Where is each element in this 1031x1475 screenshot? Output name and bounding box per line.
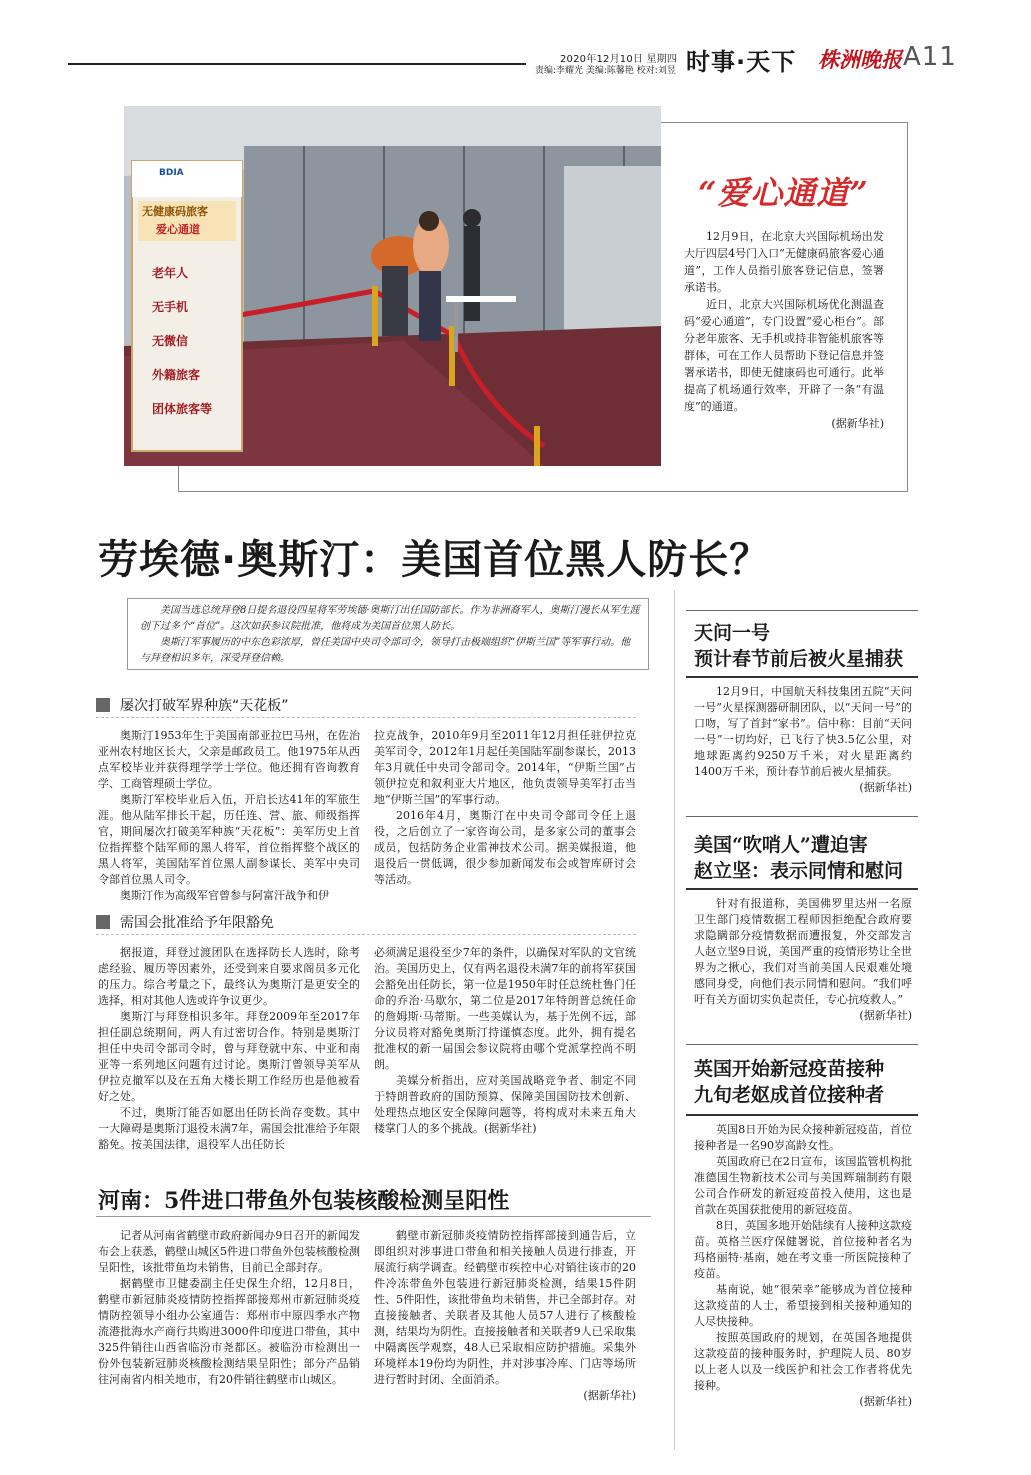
caption-paragraph: 12月9日，在北京大兴国际机场出发大厅四层4号门入口“无健康码旅客爱心通道”，工作人员指引旅客登记信息，签署承诺书。 [684,230,884,294]
issue-date: 2020年12月10日 星期四 [560,54,678,65]
lead-text [140,603,640,667]
headline-line: 赵立坚：表示同情和慰问 [694,860,904,882]
paragraph: 基南说，她“很荣幸”能够成为首位接种这款疫苗的人士，希望接到相关接种通知的人尽快接种。 [694,1283,912,1328]
source: (据新华社) [859,1009,912,1022]
headline: 劳埃德·奥斯汀：美国首位黑人防长？ [98,537,771,583]
right-rule [686,1044,918,1045]
henan-rule [96,1216,651,1217]
paragraph: 美媒分析指出，应对美国战略竞争者、制定不同于特朗普政府的国防预算、保障美国国防技术创新、处理热点地区安全保障问题等，将构成对未来五角大楼掌门人的多个挑战。(据新华社) [374,1074,636,1135]
paragraph: 鹤壁市新冠肺炎疫情防控指挥部接到通告后，立即组织对涉事进口带鱼和相关接触人员进行排查，开展流行病学调查。经鹤壁市疾控中心对销往该市的20件冷冻带鱼外包装进行新冠肺炎检测，结果15件阴性、5件阳性，该批带鱼均未销售，并已全部封存。对直接接触者、关联者及其他人员57人进行了核酸检测，结果均为阴性。直接接触者和关联者9人已采取集中隔离医学观察，48人已采取相应防护措施。采集外环境样本19份均为阴性，并对涉事冷库、门店等场所进行暂时封闭、全面消杀。 [374,1229,636,1386]
vaccine-body [694,1122,912,1410]
right-rule [686,610,918,611]
source: (据新华社) [859,1395,912,1408]
right-rule [686,1114,918,1116]
henan-col-2 [374,1228,636,1404]
editor-credits: 责编:李耀光 美编:陈馨艳 校对:刘昱 [535,66,676,76]
paragraph: 英国8日开始为民众接种新冠疫苗，首位接种者是一名90岁高龄女性。 [694,1123,912,1152]
austin-col-1 [98,728,360,904]
square-bullet-icon [96,698,110,712]
paragraph: 针对有报道称，美国佛罗里达州一名原卫生部门疫情数据工程师因拒绝配合政府要求隐瞒部分疫情数据而遭报复，外交部发言人赵立坚9日说，美国严重的疫情形势让全世界为之揪心，我们对当前美国人民艰难处境感同身受，向他们表示同情和慰问。“我们呼吁有关方面切实负起责任，专心抗疫救人。” [694,897,912,1006]
sign-title: 无健康码旅客 [142,205,208,218]
headline-line: 天问一号 [694,622,771,644]
right-rule [686,676,918,678]
section-title: 时事·天下 [686,48,797,76]
sign-item: 无手机 [152,300,189,314]
square-bullet-icon [96,915,110,929]
subheading-text: 屡次打破军界种族“天花板” [120,698,289,714]
paragraph: 据报道，拜登过渡团队在选择防长人选时，除考虑经验、履历等因素外，还受到来自要求阁员多元化的压力。综合考量之下，最终认为奥斯汀是更安全的选择，相对其他人选或许争议更少。 [98,946,360,1007]
page-number: A11 [903,42,957,72]
austin-col-2 [374,728,636,888]
newspaper-logo: 株洲晚报 [818,47,902,72]
henan-col-1 [98,1228,360,1388]
airport-photo [124,106,661,466]
header-rule [68,63,526,65]
headline-line: 美国“吹哨人”遭迫害 [694,834,868,856]
right-rule [686,816,918,817]
paragraph: 必须满足退役至少7年的条件，以确保对军队的文官统治。美国历史上，仅有两名退役未满7年的前将军获国会豁免出任防长，第一位是1950年时任总统杜鲁门任命的乔治·马歇尔，第二位是2017年特朗普总统任命的詹姆斯·马蒂斯。一些美媒认为，基于先例不远，部分议员将对豁免奥斯汀持谨慎态度。此外，拥有提名批准权的新一届国会参议院将由哪个党派掌控尚不明朗。 [374,946,636,1071]
whistleblower-body [694,896,912,1024]
paragraph: 2016年4月，奥斯汀在中央司令部司令任上退役，之后创立了一家咨询公司，是多家公司的董事会成员，包括防务企业雷神技术公司。据美媒报道，他退役后一贯低调，很少参加新闻发布会或智库研讨会等活动。 [374,809,636,886]
paragraph: 奥斯汀1953年生于美国南部亚拉巴马州，在佐治亚州农村地区长大，父亲是邮政员工。他1975年从西点军校毕业并获得理学学士学位。他还拥有咨询教育学、工商管理硕士学位。 [98,729,360,790]
paragraph: 8日，英国多地开始陆续有人接种这款疫苗。英格兰医疗保健署说，首位接种者名为玛格丽特·基南，她在考文垂一所医院接种了疫苗。 [694,1219,912,1280]
sign-item: 老年人 [152,266,189,280]
austin-col-3 [98,945,360,1153]
headline-line: 预计春节前后被火星捕获 [694,648,904,670]
subheading-2 [96,912,274,932]
sign-logo: BDIA [159,168,184,178]
tianwen-headline [694,620,903,672]
source: (据新华社) [859,781,912,794]
sign-item: 团体旅客等 [152,402,213,416]
paragraph: 记者从河南省鹤壁市政府新闻办9日召开的新闻发布会上获悉，鹤壁山城区5件进口带鱼外包装核酸检测呈阳性，该批带鱼均未销售，目前已全部封存。 [98,1229,360,1274]
paragraph: 奥斯汀作为高级军官曾参与阿富汗战争和伊 [120,889,329,902]
sign-item: 外籍旅客 [152,368,201,382]
right-rule [686,888,918,890]
headline-line: 九旬老妪成首位接种者 [694,1084,885,1106]
sign-subtitle: 爱心通道 [156,223,200,236]
paragraph: 不过，奥斯汀能否如愿出任防长尚存变数。其中一大障碍是奥斯汀退役未满7年，需国会批准给予年限豁免。按美国法律，退役军人出任防长 [98,1106,360,1151]
paragraph: 据鹤壁市卫健委副主任史保生介绍，12月8日，鹤壁市新冠肺炎疫情防控指挥部接郑州市新冠肺炎疫情防控领导小组办公室通告：郑州市中原四季水产物流港批海水产商行共购进3000件印度进口带鱼，其中325件销往山西省临汾市尧都区。被临汾市检测出一份外包装新冠肺炎核酸检测结果呈阳性；部分产品销往河南省内相关地市，有20件销往鹤壁市山城区。 [98,1277,360,1386]
caption-source: (据新华社) [831,417,884,430]
subheading-text: 需国会批准给予年限豁免 [120,915,274,931]
paragraph: 奥斯汀与拜登相识多年。拜登2009年至2017年担任副总统期间，两人有过密切合作。特别是奥斯汀担任中央司令部司令时，曾与拜登就中东、中亚和南亚等一系列地区问题有过讨论。奥斯汀曾领导美军从伊拉克撤军以及在五角大楼长期工作经历也是他被看好之处。 [98,1010,360,1103]
paragraph: 英国政府已在2日宣布，该国监管机构批准德国生物新技术公司与美国辉瑞制药有限公司合作研发的新冠疫苗投入使用，这也是首款在英国获批使用的新冠疫苗。 [694,1155,912,1216]
paragraph: 12月9日，中国航天科技集团五院“天问一号”火星探测器研制团队，以“天问一号”的口吻，写了首封“家书”。信中称：目前“天问一号”一切均好，已飞行了快3.5亿公里，对地球距离约9250万千米，对火星距离约1400万千米，预计春节前后被火星捕获。 [694,685,912,778]
vaccine-headline [694,1056,884,1108]
headline-line: 英国开始新冠疫苗接种 [694,1058,885,1080]
whistleblower-headline [694,832,903,884]
subheading-1 [96,695,289,715]
henan-source: (据新华社) [583,1389,636,1402]
caption-paragraph: 近日，北京大兴国际机场优化测温查码“爱心通道”，专门设置“爱心柜台”。部分老年旅客、无手机或持非智能机旅客等群体，可在工作人员帮助下登记信息并签署承诺书，即使无健康码也可通行。此举提高了机场通行效率，开辟了一条“有温度”的通道。 [684,298,884,413]
henan-headline: 河南：5件进口带鱼外包装核酸检测呈阳性 [98,1188,510,1214]
paragraph: 奥斯汀军校毕业后入伍，开启长达41年的军旅生涯。他从陆军排长干起，历任连、营、旅、师级指挥官，期间屡次打破美军种族“天花板”：美军历史上首位指挥整个陆军师的黑人将军，首位指挥整个战区的黑人将军，美国陆军首位黑人副参谋长、美军中央司令部首位黑人司令。 [98,793,360,886]
paragraph: 按照英国政府的规划，在英国各地提供这款疫苗的接种服务时，护理院人员、80岁以上老人以及一线医护和社会工作者将优先接种。 [694,1331,912,1392]
austin-col-4 [374,945,636,1137]
tianwen-body [694,684,912,796]
caption-text [684,228,884,432]
paragraph: 拉克战争，2010年9月至2011年12月担任驻伊拉克美军司令，2012年1月起任美国陆军副参谋长，2013年3月就任中央司令部司令。2014年，“伊斯兰国”占领伊拉克和叙利亚大片地区，他负责领导美军打击当地“伊斯兰国”的军事行动。 [374,729,636,806]
lead-paragraph: 奥斯汀军事履历的中东色彩浓厚，曾任美国中央司令部司令，领导打击极端组织“伊斯兰国”等军事行动。他与拜登相识多年，深受拜登信赖。 [140,637,631,664]
column-divider [674,590,675,1450]
sign-item: 无微信 [152,334,189,348]
sign-list [152,256,212,426]
lead-paragraph: 美国当选总统拜登8日提名退役四星将军劳埃德·奥斯汀出任国防部长。作为非洲裔军人，奥斯汀漫长从军生涯创下过多个“首位”。这次如获参议院批准，他将成为美国首位黑人防长。 [140,605,640,632]
caption-title: “爱心通道” [698,174,869,212]
